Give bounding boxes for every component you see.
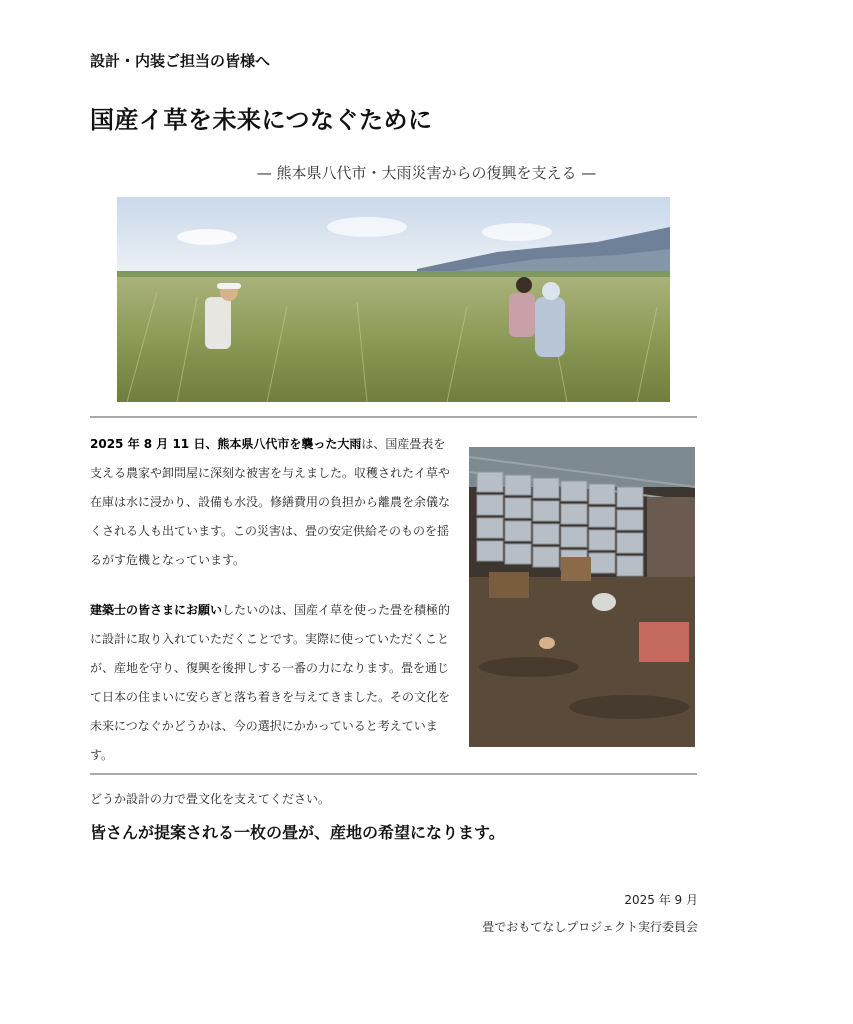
- paragraph-request: [90, 596, 457, 770]
- organization-name: 畳でおもてなしプロジェクト実行委員会: [482, 920, 698, 934]
- key-message: 皆さんが提案される一枚の畳が、産地の希望になります。: [90, 823, 505, 842]
- issue-date: 2025 年 9 月: [624, 893, 698, 907]
- rush-field-photo: [117, 197, 670, 402]
- page-title: 国産イ草を未来につなぐために: [90, 106, 433, 134]
- paragraph-disaster: [90, 430, 457, 575]
- divider-top: [90, 416, 697, 418]
- closing-line: どうか設計の力で畳文化を支えてください。: [90, 792, 331, 806]
- paragraph-disaster-highlight: 2025 年 8 月 11 日、熊本県八代市を襲った大雨: [90, 437, 362, 451]
- paragraph-disaster-text: は、国産畳表を支える農家や卸問屋に深刻な被害を与えました。収穫されたイ草や在庫は水に浸かり、設備も水没。修繕費用の負担から離農を余儀なくされる人も出ています。この災害は、畳の安定供給そのものを揺るがす危機となっています。: [90, 437, 451, 567]
- subtitle: — 熊本県八代市・大雨災害からの復興を支える —: [256, 164, 597, 182]
- flooded-warehouse-photo: [469, 447, 695, 747]
- addressee: 設計・内装ご担当の皆様へ: [90, 52, 271, 70]
- paragraph-request-highlight: 建築士の皆さまにお願い: [90, 603, 223, 617]
- divider-bottom: [90, 773, 697, 775]
- paragraph-request-text: したいのは、国産イ草を使った畳を積極的に設計に取り入れていただくことです。実際に使っていただくことが、産地を守り、復興を後押しする一番の力になります。畳を通じて日本の住まいに安らぎと落ち着きを与えてきました。その文化を未来につなぐかどうかは、今の選択にかかっていると考えています。: [90, 603, 451, 762]
